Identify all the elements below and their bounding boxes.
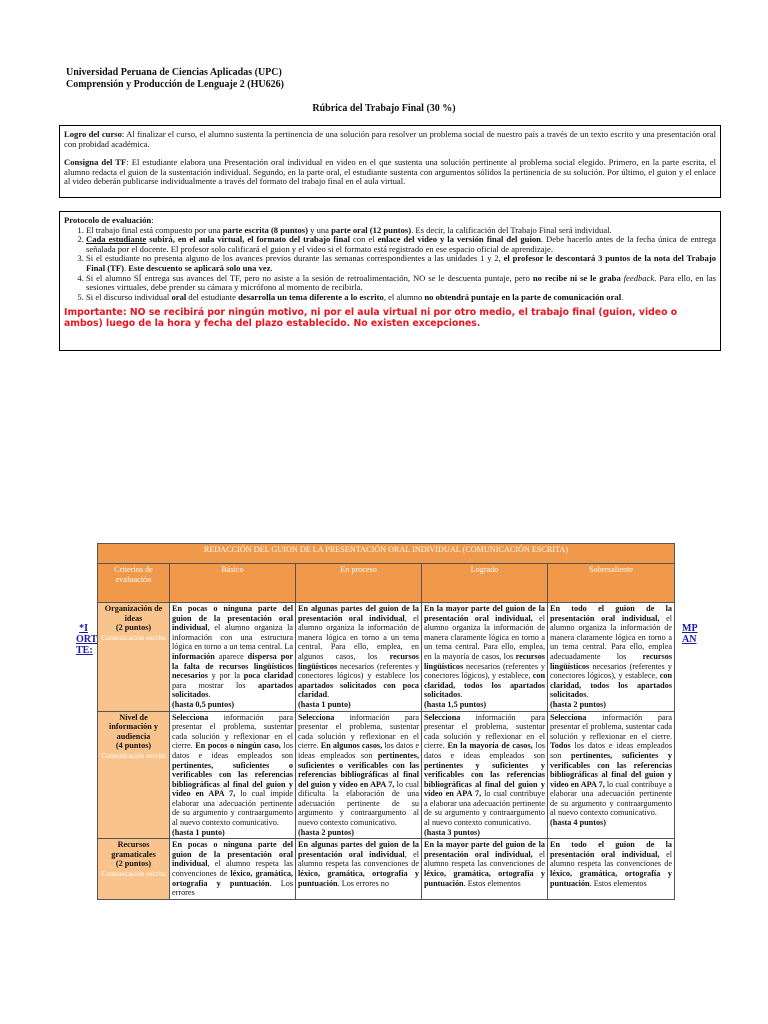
rubric-column-header: En proceso (296, 564, 422, 603)
consigna-paragraph (64, 158, 716, 187)
criterion-name: Recursos gramaticales (111, 840, 156, 859)
rubric-cell: En pocas o ninguna parte del guion de la presentación oral individual, el alumno organiza la información con una estructura lógica en torno a un tema central. La información aparece dispersa por la falta de recursos lingüísticos necesarios y por la poca claridad para mostrar los apartados solicitados. (hasta 0,5 puntos) (170, 603, 296, 712)
rubric-cell: Selecciona información para presentar el problema, sustentar cada solución y reflexionar en el cierre. En pocos o ningún caso, los datos e ideas empleados son pertinentes, suficientes o verificables con las referencias bibliográficas al final del guion y video en APA 7, lo cual impide elaborar una adecuación pertinente de su argumento y contraargumento al nuevo contexto comunicativo. (hasta 1 punto) (170, 711, 296, 839)
criterion-name: Organización de ideas (104, 604, 163, 623)
criterion-cell (98, 839, 170, 900)
logro-text: : Al finalizar el curso, el alumno sustenta la pertinencia de una solución para resolver un problema social de nuestro país a través de un texto escrito y una presentación oral con probidad académica. (64, 129, 716, 149)
rubric-column-header: Logrado (422, 564, 548, 603)
table-row (98, 711, 675, 839)
rubric-banner: REDACCIÓN DEL GUION DE LA PRESENTACIÓN ORAL INDIVIDUAL (COMUNICACIÓN ESCRITA) (98, 544, 675, 564)
rubric-cell: En la mayor parte del guion de la presentación oral individual, el alumno respeta las convenciones de léxico, gramática, ortografía y puntuación. Estos elementos (422, 839, 548, 900)
protocol-item: 1. El trabajo final está compuesto por una parte escrita (8 puntos) y una parte oral (12 puntos). Es decir, la calificación del Trabajo Final será individual. (86, 226, 716, 236)
logro-paragraph (64, 130, 716, 149)
course-objective-box (59, 125, 721, 198)
rubric-cell: En algunas partes del guion de la presentación oral individual, el alumno respeta las convenciones de léxico, gramática, ortografía y puntuación. Los errores no (296, 839, 422, 900)
document-header (66, 67, 284, 90)
rubric-cell: En pocas o ninguna parte del guion de la presentación oral individual, el alumno respeta las convenciones de léxico, gramática, ortografía y puntuación. Los errores (170, 839, 296, 900)
rubric-column-header: Básico (170, 564, 296, 603)
criterion-points: (2 puntos) (115, 859, 152, 869)
criterion-points: (4 puntos) (115, 741, 152, 751)
rubric-cell: En todo el guion de la presentación oral individual, el alumno respeta las convenciones de léxico, gramática, ortografía y puntuación. Estos elementos (548, 839, 675, 900)
rubric-cell: En algunas partes del guion de la presentación oral individual, el alumno organiza la información de manera lógica en torno a un tema central. Para ello, emplea, en algunos casos, los recursos lingüísticos necesarios (referentes y conectores lógicos) y establece los apartados solicitados con poca claridad. (hasta 1 punto) (296, 603, 422, 712)
rubric-cell: En la mayor parte del guion de la presentación oral individual, el alumno organiza la información de manera claramente lógica en torno a un tema central. Para ello, emplea, en la mayoría de casos, los recursos lingüísticos necesarios (referentes y conectores lógicos), y establece, con claridad, todos los apartados solicitados. (hasta 1,5 puntos) (422, 603, 548, 712)
rubric-cell: En todo el guion de la presentación oral individual, el alumno organiza la información de manera claramente lógica en torno a un tema central. Para ello, emplea adecuadamente los recursos lingüísticos necesarios (referentes y conectores lógicos), y establece, con claridad, todos los apartados solicitados. (hasta 2 puntos) (548, 603, 675, 712)
protocol-title: Protocolo de evaluación: (64, 215, 154, 225)
rubric-cell: Selecciona información para presentar el problema, sustentar cada solución y reflexionar en el cierre. En la mayoría de casos, los datos e ideas empleados son pertinentes y suficientes y verificables con las referencias bibliográficas al final del guion y video en APA 7, lo cual contribuye a elaborar una adecuación pertinente de su argumento y contraargumento al nuevo contexto comunicativo. (hasta 3 puntos) (422, 711, 548, 839)
table-row (98, 839, 675, 900)
criterion-tag: Comunicación escrita (101, 869, 166, 879)
protocol-list (64, 226, 716, 303)
protocol-item: 3. Si el estudiante no presenta alguno de los avances previos durante las semanas correspondientes a las unidades 1 y 2, el profesor le descontará 3 puntos de la nota del Trabajo Final (TF). Este descuento se aplicará solo una vez. (86, 254, 716, 273)
evaluation-protocol-box (59, 211, 721, 351)
consigna-label: Consigna del TF (64, 157, 127, 168)
criterion-tag: Comunicación escrita (101, 632, 166, 642)
rubric-cell: Selecciona información para presentar el problema, sustentar cada solución y reflexionar en el cierre. En algunos casos, los datos e ideas empleados son pertinentes, suficientes o verificables con las referencias bibliográficas al final del guion y video en APA 7, lo cual dificulta la elaboración de una adecuación pertinente de su argumento y contraargumento al nuevo contexto comunicativo. (hasta 2 puntos) (296, 711, 422, 839)
university-name: Universidad Peruana de Ciencias Aplicadas (UPC) (66, 67, 282, 78)
side-note-line: AN (682, 634, 697, 645)
side-note-line: MP (682, 623, 698, 634)
course-name: Comprensión y Producción de Lenguaje 2 (HU626) (66, 78, 284, 90)
side-note-left (76, 623, 98, 656)
criterion-tag: Comunicación escrita (101, 750, 166, 760)
rubric-cell: Selecciona información para presentar el problema, sustentar cada solución y reflexionar en el cierre. Todos los datos e ideas empleados son pertinentes, suficientes y verificables con las referencias bibliográficas al final del guion y video en APA 7, lo cual contribuye a elaborar una adecuación pertinente de su argumento y contraargumento al nuevo contexto comunicativo. (hasta 4 puntos) (548, 711, 675, 839)
rubric-column-header: Sobresaliente (548, 564, 675, 603)
consigna-text: : El estudiante elabora una Presentación oral individual en video en el que sustenta una solución pertinente al problema social elegido. Primero, en la parte escrita, el alumno redacta el guion de la sustentación individual. Segundo, en la parte oral, el estudiante sustenta con argumentos sólidos la pertinencia de su solución. Por último, el guion y el enlace al video deberán publicarse individualmente a través del formato del trabajo final en el aula virtual. (64, 157, 716, 187)
protocol-item: 2. Cada estudiante subirá, en el aula virtual, el formato del trabajo final con el enlace del video y la versión final del guion. Debe hacerlo antes de la fecha única de entrega señalada por el docente. El profesor solo calificará el guion y el video si el formato está registrado en ese espacio oficial de aprendizaje. (86, 235, 716, 254)
side-note-line: *I (79, 623, 88, 634)
page-title: Rúbrica del Trabajo Final (30 %) (312, 103, 456, 114)
important-notice: Importante: NO se recibirá por ningún motivo, ni por el aula virtual ni por otro medio, el trabajo final (guion, video o ambos) luego de la hora y fecha del plazo establecido. No existen excepciones. (64, 307, 678, 330)
rubric-column-headers (98, 564, 675, 603)
criterion-points: (2 puntos) (115, 623, 152, 633)
side-note-line: TE: (76, 645, 93, 656)
rubric-column-header: Criterios de evaluación (98, 564, 170, 603)
side-note-right (682, 623, 698, 645)
table-row (98, 603, 675, 712)
side-note-line: ORT (76, 634, 98, 645)
protocol-item: 5. Si el discurso individual oral del estudiante desarrolla un tema diferente a lo escrito, el alumno no obtendrá puntaje en la parte de comunicación oral. (86, 293, 716, 303)
criterion-cell (98, 711, 170, 839)
criterion-cell (98, 603, 170, 712)
criterion-name: Nivel de información y audiencia (109, 712, 158, 741)
protocol-item: 4. Si el alumno SÍ entrega sus avances del TF, pero no asiste a la sesión de retroalimentación, NO se le descuenta puntaje, pero no recibe ni se le graba feedback. Para ello, en las sesiones virtuales, debe prender su cámara y micrófono al momento de recibirla. (86, 274, 716, 293)
rubric-table (97, 543, 675, 900)
logro-label: Logro del curso (64, 129, 122, 139)
